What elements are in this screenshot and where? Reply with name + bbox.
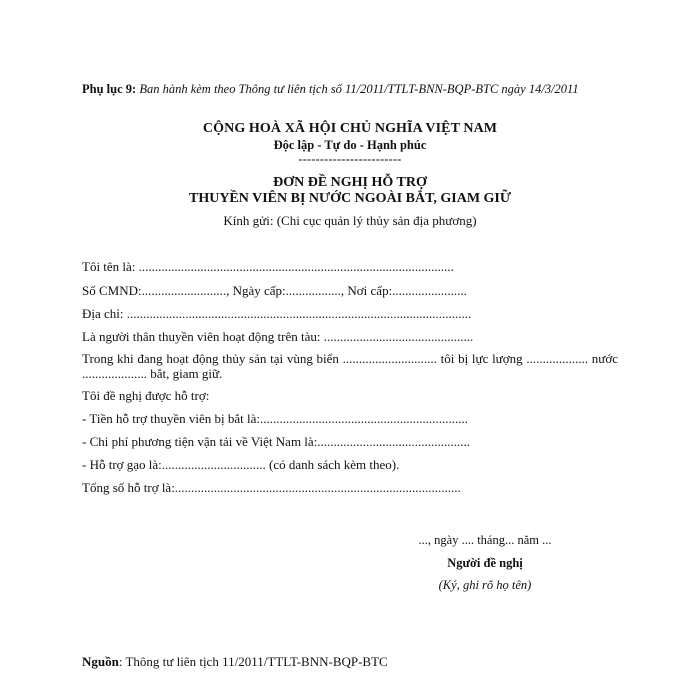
header-separator: ------------------------: [298, 152, 402, 166]
signature-note: (Ký, ghi rõ họ tên): [438, 578, 532, 592]
support-transport-field[interactable]: - Chi phí phương tiện vận tải về Việt Nam là:...............................................: [82, 434, 471, 449]
source-note: [82, 654, 388, 670]
form-title-line1: ĐƠN ĐỀ NGHỊ HỖ TRỢ: [273, 175, 427, 190]
recipient-line: Kính gửi: (Chi cục quản lý thủy sản địa phương): [223, 213, 477, 228]
source-label: Nguồn: [82, 654, 119, 669]
total-support-field[interactable]: Tổng số hỗ trợ là:........................................................................................: [82, 480, 461, 495]
id-field[interactable]: Số CMND:.........................., Ngày cấp:................., Nơi cấp:.......................: [82, 283, 467, 298]
support-rice-field[interactable]: - Hỗ trợ gạo là:................................ (có danh sách kèm theo).: [82, 457, 400, 472]
appendix-note: [82, 81, 618, 98]
form-title-line2: THUYỀN VIÊN BỊ NƯỚC NGOÀI BẮT, GIAM GIỮ: [188, 191, 512, 206]
source-text: : Thông tư liên tịch 11/2011/TTLT-BNN-BQP-BTC: [118, 654, 388, 669]
appendix-text: Ban hành kèm theo Thông tư liên tịch số 11/2011/TTLT-BNN-BQP-BTC ngày 14/3/2011: [139, 82, 579, 96]
motto: Độc lập - Tự do - Hạnh phúc: [273, 138, 427, 152]
incident-field[interactable]: Trong khi đang hoạt động thủy sản tại vùng biển ............................. tôi bị lực lượng ................... nước .................... bắt, giam giữ.: [82, 351, 618, 381]
appendix-label: Phụ lục 9:: [82, 82, 137, 96]
nation-heading: CỘNG HOÀ XÃ HỘI CHỦ NGHĨA VIỆT NAM: [202, 121, 498, 136]
address-field[interactable]: Địa chỉ: ..........................................................................................................: [82, 306, 472, 321]
signature-date[interactable]: ..., ngày .... tháng... năm ...: [418, 533, 552, 547]
relative-field[interactable]: Là người thân thuyền viên hoạt động trên tàu: ..............................................: [82, 329, 474, 344]
support-crew-field[interactable]: - Tiền hỗ trợ thuyền viên bị bắt là:................................................................: [82, 411, 469, 426]
request-intro: Tôi đề nghị được hỗ trợ:: [82, 388, 210, 403]
name-field[interactable]: Tôi tên là: .................................................................................................: [82, 259, 454, 274]
signature-title: Người đề nghị: [447, 556, 523, 570]
